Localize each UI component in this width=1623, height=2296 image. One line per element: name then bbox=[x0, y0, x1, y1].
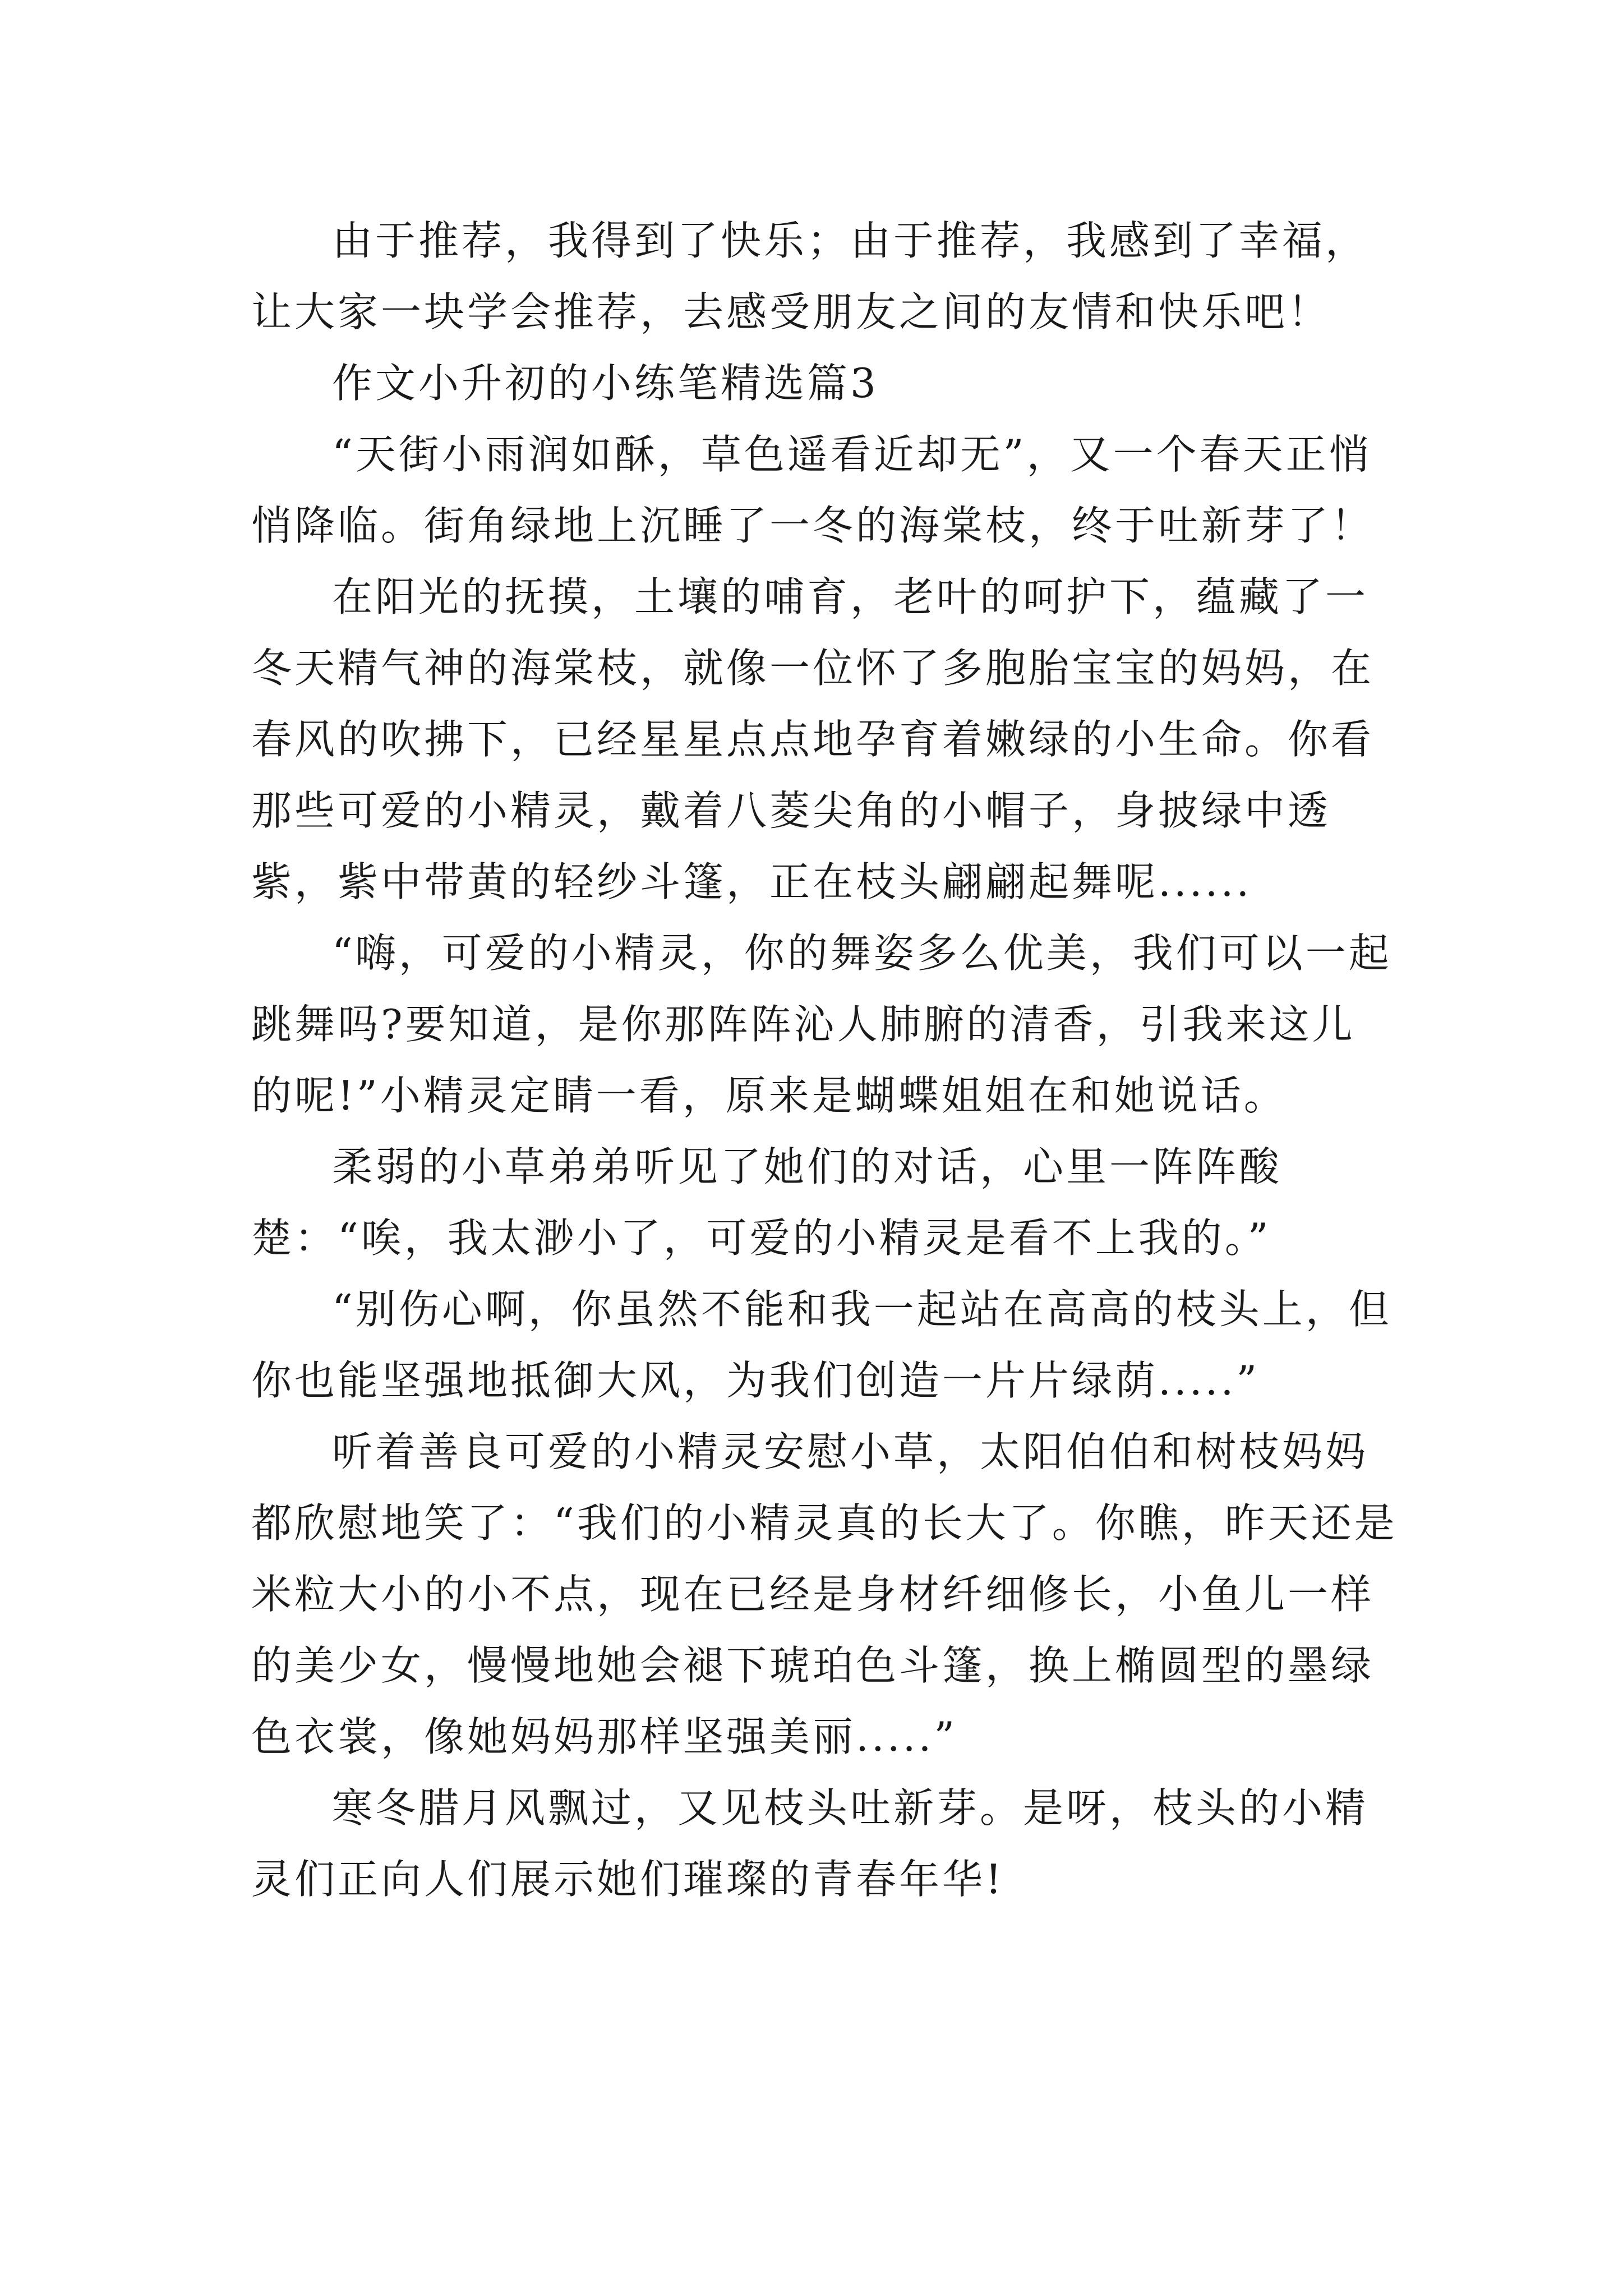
article-body bbox=[251, 205, 1398, 1915]
paragraph-poem-opening: “天街小雨润如酥，草色遥看近却无”，又一个春天正悄悄降临。街角绿地上沉睡了一冬的海棠枝，终于吐新芽了！ bbox=[251, 431, 1375, 549]
paragraph-begonia-description: 在阳光的抚摸，土壤的哺育，老叶的呵护下，蕴藏了一冬天精气神的海棠枝，就像一位怀了多胞胎宝宝的妈妈，在春风的吹拂下，已经星星点点地孕育着嫩绿的小生命。你看那些可爱的小精灵，戴着八菱尖角的小帽子，身披绿中透紫，紫中带黄的轻纱斗篷，正在枝头翩翩起舞呢...... bbox=[251, 573, 1375, 905]
paragraph-sun-tree-dialogue: 听着善良可爱的小精灵安慰小草，太阳伯伯和树枝妈妈都欣慰地笑了：“我们的小精灵真的长大了。你瞧，昨天还是米粒大小的小不点，现在已经是身材纤细修长，小鱼儿一样的美少女，慢慢地她会褪下琥珀色斗篷，换上椭圆型的墨绿色衣裳，像她妈妈那样坚强美丽.....” bbox=[251, 1428, 1398, 1760]
paragraph-butterfly-dialogue: “嗨，可爱的小精灵，你的舞姿多么优美，我们可以一起跳舞吗?要知道，是你那阵阵沁人肺腑的清香，引我来这儿的呢!”小精灵定睛一看，原来是蝴蝶姐姐在和她说话。 bbox=[251, 930, 1392, 1119]
paragraph-ending: 寒冬腊月风飘过，又见枝头吐新芽。是呀，枝头的小精灵们正向人们展示她们璀璨的青春年华! bbox=[251, 1784, 1369, 1903]
section-title: 作文小升初的小练笔精选篇3 bbox=[332, 360, 879, 407]
paragraph-comfort-dialogue: “别伤心啊，你虽然不能和我一起站在高高的枝头上，但你也能坚强地抵御大风，为我们创造一片片绿荫.....” bbox=[251, 1286, 1392, 1404]
paragraph-conclusion: 由于推荐，我得到了快乐；由于推荐，我感到了幸福，让大家一块学会推荐，去感受朋友之间的友情和快乐吧！ bbox=[251, 217, 1369, 335]
paragraph-grass-dialogue: 柔弱的小草弟弟听见了她们的对话，心里一阵阵酸楚：“唉，我太渺小了，可爱的小精灵是看不上我的。” bbox=[251, 1143, 1283, 1262]
